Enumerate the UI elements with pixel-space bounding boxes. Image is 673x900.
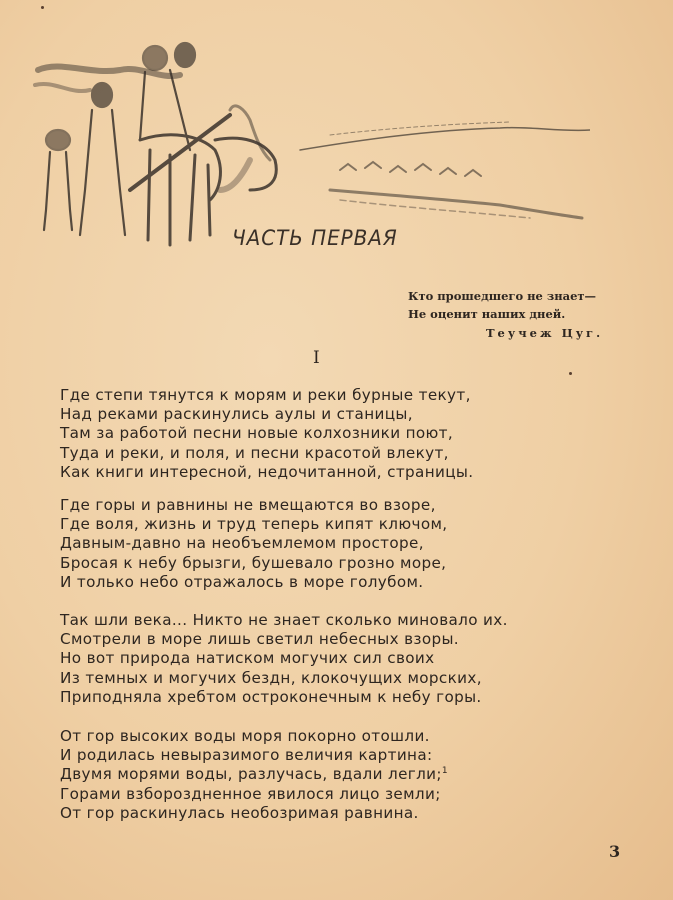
illustration-horsemen-steppe (30, 40, 590, 255)
epigraph (408, 287, 603, 342)
footnote-marker[interactable]: 1 (441, 766, 448, 777)
verse-line: И только небо отражалось в море голубом. (60, 572, 424, 591)
verse-line: Где воля, жизнь и труд теперь кипят ключом, (60, 515, 448, 534)
verse-line: Из темных и могучих бездн, клокочущих морских, (60, 668, 482, 687)
verse-line: Бросая к небу брызги, бушевало грозно море, (60, 553, 447, 572)
page-number: 3 (609, 842, 621, 861)
verse-line: Смотрели в море лишь светил небесных взоры. (60, 630, 459, 649)
verse-line: Где степи тянутся к морям и реки бурные текут, (60, 386, 471, 404)
epigraph-author: Теучеж Цуг. (486, 326, 604, 340)
verse-line: Давным-давно на необъемлемом просторе, (60, 534, 424, 553)
verse-line: И родилась невыразимого величия картина: (60, 746, 433, 765)
ink-speck (41, 6, 44, 9)
verse-line: Но вот природа натиском могучих сил своих (60, 649, 435, 668)
verse-line: Над реками раскинулись аулы и станицы, (60, 405, 413, 424)
epigraph-line: Не оценит наших дней. (408, 307, 566, 321)
verse-text: Двумя морями воды, разлучась, вдали легли; (60, 765, 442, 784)
stanza (60, 496, 447, 592)
stanza (60, 386, 473, 482)
verse-line: Приподняла хребтом остроконечным к небу горы. (60, 687, 482, 706)
stanza (60, 727, 448, 823)
verse-line: Где горы и равнины не вмещаются во взоре, (60, 496, 436, 514)
verse-line: Там за работой песни новые колхозники поют, (60, 424, 454, 443)
verse-line: Горами взбороздненное явилося лицо земли; (60, 784, 441, 803)
verse-line: От гор высоких воды моря покорно отошли. (60, 727, 430, 745)
part-title: ЧАСТЬ ПЕРВАЯ (232, 226, 398, 250)
verse-line-with-footnote (60, 765, 448, 784)
section-number: I (313, 348, 320, 368)
ink-speck (569, 372, 572, 375)
verse-line: Так шли века... Никто не знает сколько миновало их. (60, 611, 508, 629)
epigraph-line: Кто прошедшего не знает— (408, 289, 597, 303)
verse-line: Как книги интересной, недочитанной, страницы. (60, 462, 474, 481)
verse-line: Туда и реки, и поля, и песни красотой влекут, (60, 443, 449, 462)
stanza (60, 611, 508, 707)
verse-line: От гор раскинулась необозримая равнина. (60, 803, 419, 822)
